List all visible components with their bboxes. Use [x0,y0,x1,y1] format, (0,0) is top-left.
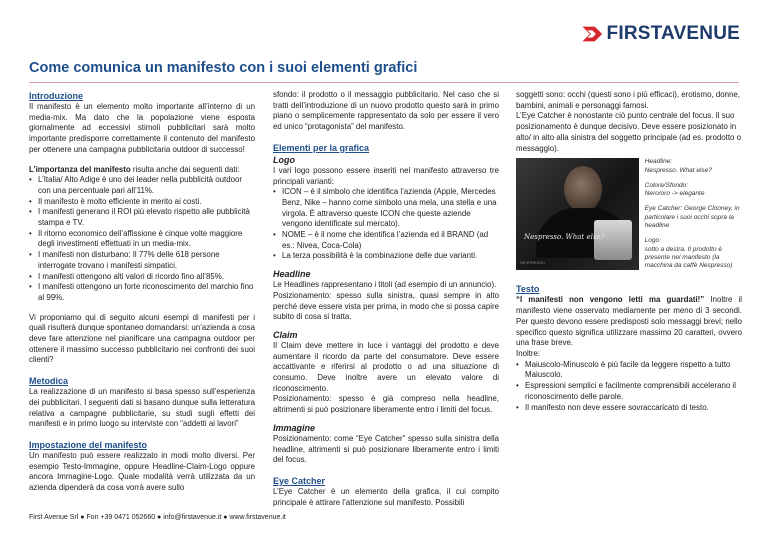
headline-heading: Headline [273,269,311,280]
poster-brand: NESPRESSO [520,259,545,265]
inoltre-label: Inoltre: [516,349,541,358]
eye-catcher-text: L’Eye Catcher è un elemento della grafica, il cui compito principale è attirare l’attenzione sul manifesto. Possibili [273,486,499,507]
graphic-heading: Elementi per la grafica [273,142,370,153]
eye-catcher-continuation: soggetti sono: occhi (questi sono i più efficaci), erotismo, donne, bambini, animali e personaggi famosi. [516,90,740,110]
poster-notes [645,158,742,277]
image-position: Posizionamento: come “Eye Catcher” spesso sulla sinistra della headline, altrimenti si può posizionare liberamente entro i limiti del focus. [273,433,499,465]
logo-heading: Logo [273,154,295,165]
setup-text: Un manifesto può essere realizzato in modi molto diversi. Per esempio Testo-Immagine, oppure Headline-Claim-Logo oppure ancora Immagine-Logo. Quale modalità verrà utilizzata da un azienda dipenderà da cosa vorrà avere sullo [29,450,255,493]
page-title: Come comunica un manifesto con i suoi elementi grafici [29,60,418,76]
intro-text: Il manifesto è un elemento molto importante all’interno di un media-mix. Ma dato che la popolazione viene esposta giornalmente ad eccessivi stimoli pubblicitari sarà molto importante predisporre correttamente il contenuto del manifesto per ottenere una campagna pubblicitaria outdoor di successo! [29,102,255,154]
proposal-text: Vi proponiamo qui di seguito alcuni esempi di manifesti per i quali risulterà dunque spontaneo domandarsi: un’azienda a cosa deve fare attenzione nel pianificare una campagna outdoor per ottenere il massimo successo pubblicitario nei confronti dei suoi clienti? [29,312,255,365]
setup-continuation: sfondo: il prodotto o il messaggio pubblicitario. Nel caso che si tratti dell’introduzione di un nuovo prodotto questo sarà in primo piano o semplicemente rappresentato da solo per essere il vero ed unico “protagonista” del manifesto. [273,90,499,132]
title-divider [29,82,739,83]
poster-headline: Nespresso. What else? [524,233,605,242]
note-eye-catcher: Eye Catcher: George Clooney, in particolare i suoi occhi sopra la headline [644,205,740,229]
person-head [564,166,602,212]
importance-paragraph [29,165,255,176]
list-item: • Il ritorno economico dell’affissione è cinque volte maggiore degli investimenti effettuati in un media-mix. [29,229,255,250]
importance-rest: risulta anche dai seguenti dati: [130,164,240,174]
setup-heading: Impostazione del manifesto [29,439,148,450]
footer-contact: First Avenue Srl ● Fon +39 0471 052660 ● info@firstavenue.it ● www.firstavenue.it [29,514,286,521]
company-logo [580,20,740,48]
note-headline: Headline: Nespresso. What else? [644,158,712,174]
column-3 [516,90,742,413]
column-2 [273,90,499,508]
image-heading: Immagine [273,422,316,433]
list-item: • I manifesti non disturbano: Il 77% delle 618 persone interrogate trovano i manifesti simpatici. [29,250,255,271]
testo-list [516,360,742,414]
headline-position: Posizionamento: spesso sulla sinistra, quasi sempre in alto perché deve essere vista per prima, in modo che si possa capire subito di cosa si tratta. [273,290,499,322]
method-text: La realizzazione di un manifesto si basa spesso sull’esperienza dei pubblicitari. I seguenti dati si basano dunque sulla letteratura relativa a campagne pubblicitarie, su studi sugli effetti dei manifesti e in primo luogo su interviste con “addetti ai lavori” [29,387,255,429]
note-logo: Logo: sotto a destra. Il prodotto è presente nel manifesto (la macchina da caffè Nespresso) [644,237,733,270]
testo-paragraph [516,295,742,349]
headline-text: Le Headlines rappresentano i titoli (ad esempio di un annuncio). [273,280,497,290]
nespresso-poster-image [516,158,639,270]
testo-quote: “I manifesti non vengono letti ma guardati!” [516,295,705,305]
note-color: Colore/Sfondo: Nero/oro -> elegante [644,181,705,198]
list-item: • I manifesti ottengono alti valori di ricordo fino all’85%. [29,272,255,283]
example-poster [516,158,742,277]
claim-heading: Claim [273,329,298,340]
list-item: • Il manifesto non deve essere sovraccaricato di testo. [516,403,742,414]
logo-list [273,187,499,262]
list-item: • ICON – è il simbolo che identifica l’azienda (Apple, Mercedes Benz, Nike – hanno come simbolo una mela, una stella e una virgola. È attraverso queste ICON che queste aziende vengono identificate sul mercato). [273,187,499,230]
importance-lead: L’importanza del manifesto [29,164,131,174]
column-1 [29,90,255,494]
list-item: • I manifesti ottengono un forte riconoscimento del marchio fino al 99%. [29,282,255,303]
importance-list [29,175,255,303]
testo-heading: Testo [516,284,540,295]
list-item: • L’Italia/ Alto Adige è uno dei leader nella pubblicità outdoor con una percentuale pari all’11%. [29,175,255,196]
claim-text: Il Claim deve mettere in luce i vantaggi del prodotto e deve aumentare il ricordo da parte del consumatore. Deve essere accattivante e riferirsi al prodotto o ad una situazione di consumo. Deve inoltre avere un elevato valore di riconoscimento. [273,340,499,393]
brand-name: FIRSTAVENUE [606,23,740,44]
logo-text: I vari logo possono essere inseriti nel manifesto attraverso tre principali varianti: [273,165,499,186]
intro-heading: Introduzione [29,91,83,101]
method-heading: Metodica [29,376,69,387]
eye-catcher-heading: Eye Catcher [273,475,326,486]
list-item: • Espressioni semplici e facilmente comprensibili accelerano il riconoscimento delle parole. [516,381,742,402]
list-item: • Il manifesto è molto efficiente in merito ai costi. [29,197,255,208]
list-item: • I manifesti generano il ROI più elevato rispetto alle pubblicità stampa e TV. [29,207,255,228]
list-item: • La terza possibilità è la combinazione delle due varianti. [273,251,499,262]
list-item: • Maiuscolo-Minuscolo è più facile da leggere rispetto a tutto Maiuscolo. [516,360,742,381]
claim-position: Posizionamento: spesso è già compreso nella headline, altrimenti si può posizionare liberamente entro i limiti del focus. [273,394,499,415]
brand-mark-icon [580,20,605,48]
testo-text: Inoltre il manifesto viene osservato mediamente per meno di 3 secondi. Per questo devono essere predisposti solo messaggi brevi; nello specifico questo significa utilizzare massimo 20 caratteri, ovvero una frase breve. [516,295,742,348]
eye-catcher-position: L’Eye Catcher è nonostante ciò punto centrale del focus. Il suo posizionamento è dunque decisivo. Deve essere posizionato in alto/ in alto alla sinistra del soggetto principale (ad es. prodotto o messaggio). [516,111,742,153]
list-item: • NOME – è il nome che identifica l’azienda ed il BRAND (ad es.: Nivea, Coca-Cola) [273,230,499,251]
